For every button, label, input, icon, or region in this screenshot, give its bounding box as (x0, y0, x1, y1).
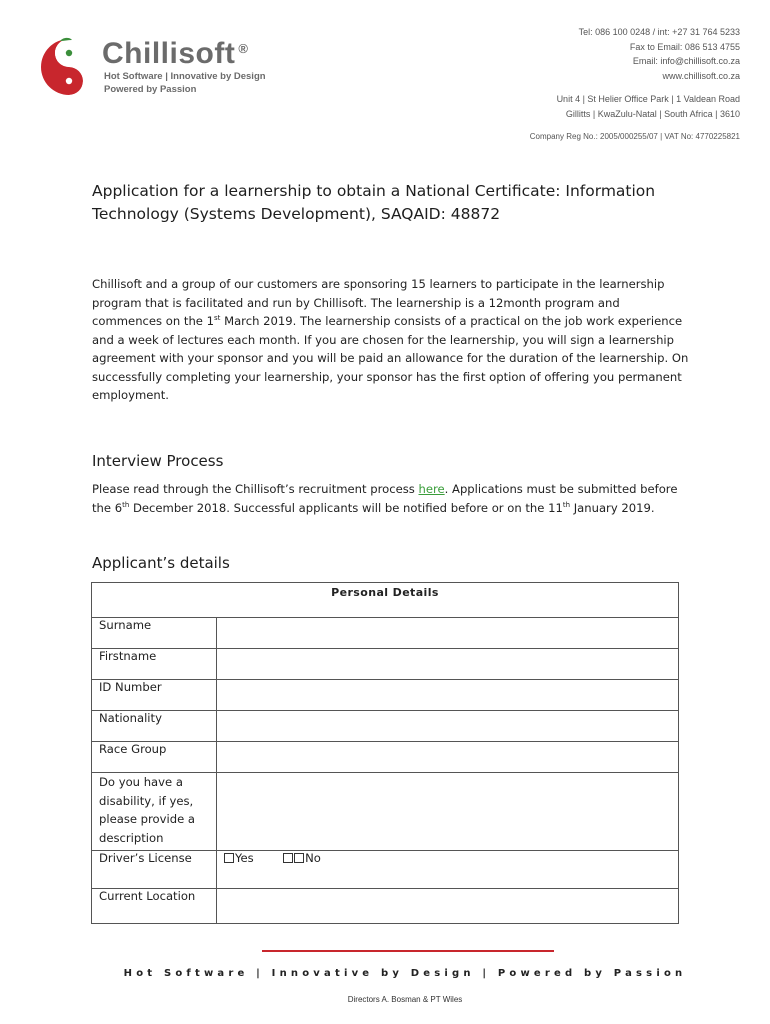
table-row (92, 618, 679, 649)
surname-label: Surname (92, 618, 217, 649)
firstname-field[interactable] (217, 649, 679, 680)
recruitment-process-link[interactable]: here (418, 482, 445, 496)
personal-details-table (91, 582, 679, 924)
race-group-field[interactable] (217, 742, 679, 773)
logo-wordmark: Chillisoft ® (102, 37, 249, 70)
footer-directors: Directors A. Bosman & PT Wiles (347, 995, 463, 1004)
table-row (92, 742, 679, 773)
surname-field[interactable] (217, 618, 679, 649)
current-location-field[interactable] (217, 889, 679, 924)
nationality-field[interactable] (217, 711, 679, 742)
drivers-license-label: Driver’s License (92, 851, 217, 889)
disability-field[interactable] (217, 773, 679, 851)
table-row (92, 711, 679, 742)
logo-tagline-2: Powered by Passion (104, 84, 197, 95)
contact-tel: Tel: 086 100 0248 / int: +27 31 764 5233 (578, 27, 740, 37)
applicant-heading: Applicant’s details (92, 554, 230, 572)
contact-address-line2: Gillitts | KwaZulu-Natal | South Africa | 3610 (565, 108, 740, 119)
company-logo (40, 37, 280, 101)
chilli-yin-yang-icon (40, 37, 98, 99)
interview-heading: Interview Process (92, 452, 224, 470)
license-no-checkbox[interactable] (294, 853, 304, 863)
contact-email[interactable]: Email: info@chillisoft.co.za (632, 56, 740, 66)
company-registration: Company Reg No.: 2005/000255/07 | VAT No: 4770225821 (529, 132, 740, 141)
contact-block (530, 25, 740, 145)
license-yes-checkbox[interactable] (224, 853, 234, 863)
race-group-label: Race Group (92, 742, 217, 773)
table-row (92, 773, 679, 851)
table-row (92, 851, 679, 889)
license-checkbox-extra[interactable] (283, 853, 293, 863)
table-row (92, 680, 679, 711)
table-row (92, 889, 679, 924)
current-location-label: Current Location (92, 889, 217, 924)
id-number-label: ID Number (92, 680, 217, 711)
contact-address-line1: Unit 4 | St Helier Office Park | 1 Valdean Road (556, 94, 740, 104)
interview-paragraph: Please read through the Chillisoft’s recruitment process here. Applications must be submitted before the 6th December 2018. Successful applicants will be notified before or on the 11th January 2019. (92, 482, 678, 515)
license-no-label: No (305, 851, 321, 865)
id-number-field[interactable] (217, 680, 679, 711)
license-yes-label: Yes (235, 851, 254, 865)
footer-divider (262, 950, 554, 952)
intro-paragraph: Chillisoft and a group of our customers are sponsoring 15 learners to participate in the learnership program that is facilitated and run by Chillisoft. The learnership is a 12month program and commences on the 1st March 2019. The learnership consists of a practical on the job work experience and a week of lectures each month. If you are chosen for the learnership, you will sign a learnership agreement with your sponsor and you will be paid an allowance for the duration of the learnership. On successfully completing your learnership, your sponsor has the first option of offering you permanent employment. (92, 277, 689, 402)
nationality-label: Nationality (92, 711, 217, 742)
logo-tagline: Hot Software | Innovative by Design (104, 71, 266, 82)
contact-website[interactable]: www.chillisoft.co.za (662, 70, 740, 81)
contact-fax: Fax to Email: 086 513 4755 (629, 41, 740, 52)
drivers-license-field (217, 851, 679, 889)
table-row (92, 649, 679, 680)
firstname-label: Firstname (92, 649, 217, 680)
document-title: Application for a learnership to obtain a National Certificate: Information Technology (Systems Development), SAQAID: 48872 (92, 182, 656, 223)
disability-label: Do you have a disability, if yes, please provide a description (92, 773, 217, 851)
footer-tagline: Hot Software | Innovative by Design | Powered by Passion (123, 968, 687, 979)
table-header: Personal Details (92, 583, 679, 618)
